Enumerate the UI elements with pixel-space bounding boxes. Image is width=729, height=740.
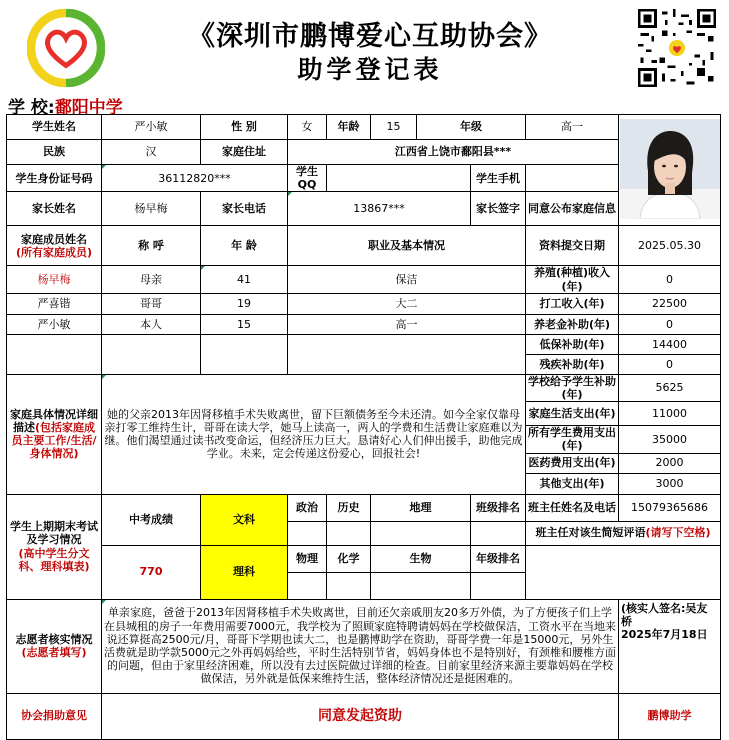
chemistry-label: 化学 — [327, 545, 371, 572]
teacher-phone-value[interactable]: 15079365686 — [619, 494, 721, 521]
finance-label: 养老金补助(年) — [526, 314, 619, 334]
teacher-comment-label: 班主任对该生简短评语(请写下空格) — [526, 521, 721, 545]
grade-rank-value[interactable] — [471, 572, 526, 599]
class-rank-label: 班级排名 — [471, 494, 526, 521]
parent-sign-label: 家长签字 — [471, 192, 526, 226]
student-phone-value[interactable] — [526, 165, 619, 192]
politics-label: 政治 — [288, 494, 327, 521]
finance-label: 残疾补助(年) — [526, 354, 619, 374]
parent-name-label: 家长姓名 — [7, 192, 102, 226]
finance-label: 养殖(种植)收入(年) — [526, 266, 619, 293]
finance-label: 其他支出(年) — [526, 473, 619, 494]
member-age[interactable]: 19 — [201, 293, 288, 314]
member-age-empty[interactable] — [201, 334, 288, 374]
student-photo-image — [620, 119, 720, 219]
geography-score[interactable] — [371, 521, 471, 545]
gender-label: 性 别 — [201, 115, 288, 140]
class-rank-value[interactable] — [471, 521, 526, 545]
finance-label: 打工收入(年) — [526, 293, 619, 314]
finance-label: 家庭生活支出(年) — [526, 402, 619, 426]
exam-score-label: 中考成绩 — [102, 494, 201, 545]
form-title: 《深圳市鹏博爱心互助协会》 — [188, 21, 552, 52]
history-score[interactable] — [327, 521, 371, 545]
grade-value[interactable]: 高一 — [526, 115, 619, 140]
member-relation-empty[interactable] — [102, 334, 201, 374]
header — [0, 0, 729, 93]
teacher-comment-value[interactable] — [526, 545, 721, 599]
biology-label: 生物 — [371, 545, 471, 572]
finance-value[interactable]: 14400 — [619, 334, 721, 354]
member-relation[interactable]: 哥哥 — [102, 293, 201, 314]
volunteer-label: 志愿者核实情况 (志愿者填写) — [7, 599, 102, 693]
id-value[interactable]: 36112820*** — [102, 165, 288, 192]
org-name: 鹏博助学 — [619, 693, 721, 739]
form-subtitle: 助学登记表 — [297, 55, 443, 84]
finance-label: 所有学生费用支出(年) — [526, 426, 619, 453]
table-row — [7, 266, 721, 293]
donation-opinion-value[interactable]: 同意发起资助 — [102, 693, 619, 739]
verifier-cell: (核实人签名:吴友桥 2025年7月18日 — [619, 599, 721, 693]
member-job[interactable]: 大二 — [288, 293, 526, 314]
finance-value[interactable]: 35000 — [619, 426, 721, 453]
student-phone-label: 学生手机 — [471, 165, 526, 192]
grade-label: 年级 — [417, 115, 526, 140]
id-label: 学生身份证号码 — [7, 165, 102, 192]
science-label: 理科 — [201, 545, 288, 599]
finance-value[interactable]: 5625 — [619, 374, 721, 401]
table-row — [7, 293, 721, 314]
table-row — [7, 314, 721, 334]
physics-score[interactable] — [288, 572, 327, 599]
arts-label: 文科 — [201, 494, 288, 545]
address-label: 家庭住址 — [201, 140, 288, 165]
exam-label: 学生上期期末考试及学习情况 (高中学生分文科、理科填表) — [7, 494, 102, 599]
member-job-empty[interactable] — [288, 334, 526, 374]
address-value[interactable]: 江西省上饶市鄱阳县*** — [288, 140, 619, 165]
qr-code-icon[interactable] — [638, 9, 716, 87]
consent-label: 同意公布家庭信息 — [526, 192, 619, 226]
submit-date-value[interactable]: 2025.05.30 — [619, 226, 721, 266]
member-job[interactable]: 保洁 — [288, 266, 526, 293]
school-line — [8, 93, 123, 118]
finance-value[interactable]: 0 — [619, 314, 721, 334]
age-label: 年龄 — [327, 115, 371, 140]
registration-form — [6, 114, 721, 740]
student-name-value[interactable]: 严小敏 — [102, 115, 201, 140]
finance-label: 学校给予学生补助(年) — [526, 374, 619, 401]
member-age[interactable]: 15 — [201, 314, 288, 334]
qq-label: 学生QQ — [288, 165, 327, 192]
finance-value[interactable]: 22500 — [619, 293, 721, 314]
grade-rank-label: 年级排名 — [471, 545, 526, 572]
relation-header: 称 呼 — [102, 226, 201, 266]
heart-logo-icon — [27, 9, 105, 87]
politics-score[interactable] — [288, 521, 327, 545]
qq-value[interactable] — [327, 165, 471, 192]
member-name[interactable]: 杨早梅 — [7, 266, 102, 293]
gender-value[interactable]: 女 — [288, 115, 327, 140]
physics-label: 物理 — [288, 545, 327, 572]
member-age[interactable]: 41 — [201, 266, 288, 293]
history-label: 历史 — [327, 494, 371, 521]
finance-label: 医药费用支出(年) — [526, 453, 619, 473]
member-name[interactable]: 严小敏 — [7, 314, 102, 334]
member-relation[interactable]: 本人 — [102, 314, 201, 334]
teacher-label: 班主任姓名及电话 — [526, 494, 619, 521]
member-name[interactable]: 严喜锴 — [7, 293, 102, 314]
finance-value[interactable]: 11000 — [619, 402, 721, 426]
chemistry-score[interactable] — [327, 572, 371, 599]
situation-label: 家庭具体情况详细描述(包括家庭成员主要工作/生活/身体情况) — [7, 374, 102, 494]
parent-phone-value[interactable]: 13867*** — [288, 192, 471, 226]
member-job[interactable]: 高一 — [288, 314, 526, 334]
donation-opinion-label: 协会捐助意见 — [7, 693, 102, 739]
parent-name-value[interactable]: 杨早梅 — [102, 192, 201, 226]
ethnicity-value[interactable]: 汉 — [102, 140, 201, 165]
family-members-header: 家庭成员姓名 (所有家庭成员) — [7, 226, 102, 266]
member-age-header: 年 龄 — [201, 226, 288, 266]
finance-value[interactable]: 0 — [619, 354, 721, 374]
school-name: 鄱阳中学 — [54, 98, 123, 118]
student-photo — [619, 115, 721, 226]
finance-value[interactable]: 2000 — [619, 453, 721, 473]
volunteer-text[interactable]: 单亲家庭，爸爸于2013年因肾移植手术失败离世，目前还欠亲戚朋友20多万外债，为了方便孩子们上学在县城租的房子一年费用需要7000元，我学校为了照顾家庭特聘请妈妈在学校做保洁，工资水平在当地来说还算挺高2500元/月，哥哥下学期也读大二，也是鹏博助学在资助，哥哥学费一年是15000元，另外生活费就是助学款5000元之外再妈妈给些，平时生活特别节省，妈妈身体也不是特别好，有颈椎和腰椎方面的问题，但由于家里经济困难，所以没有去过医院做过详细的检查。目前家里经济来源主要靠妈妈在学校做保洁，另外就是低保来维持生活，整体经济情况还是挺困难的。 — [102, 599, 619, 693]
parent-phone-label: 家长电话 — [201, 192, 288, 226]
submit-date-label: 资料提交日期 — [526, 226, 619, 266]
biology-score[interactable] — [371, 572, 471, 599]
finance-value[interactable]: 3000 — [619, 473, 721, 494]
job-header: 职业及基本情况 — [288, 226, 526, 266]
school-label: 学 校: — [8, 98, 55, 118]
ethnicity-label: 民族 — [7, 140, 102, 165]
exam-score-value[interactable]: 770 — [102, 545, 201, 599]
finance-label: 低保补助(年) — [526, 334, 619, 354]
age-value[interactable]: 15 — [371, 115, 417, 140]
member-relation[interactable]: 母亲 — [102, 266, 201, 293]
situation-text[interactable]: 她的父亲2013年因肾移植手术失败离世，留下巨额债务至今未还清。如今全家仅靠母亲打零工维持生计，哥哥在读大学，她马上读高一，两人的学费和生活费让家庭难以为继。他们渴望通过读书改变命运，但经济压力巨大。恳请好心人们伸出援手，助他完成学业。未来，定会传递这份爱心，回报社会! — [102, 374, 526, 494]
student-name-label: 学生姓名 — [7, 115, 102, 140]
geography-label: 地理 — [371, 494, 471, 521]
member-name-empty[interactable] — [7, 334, 102, 374]
finance-value[interactable]: 0 — [619, 266, 721, 293]
